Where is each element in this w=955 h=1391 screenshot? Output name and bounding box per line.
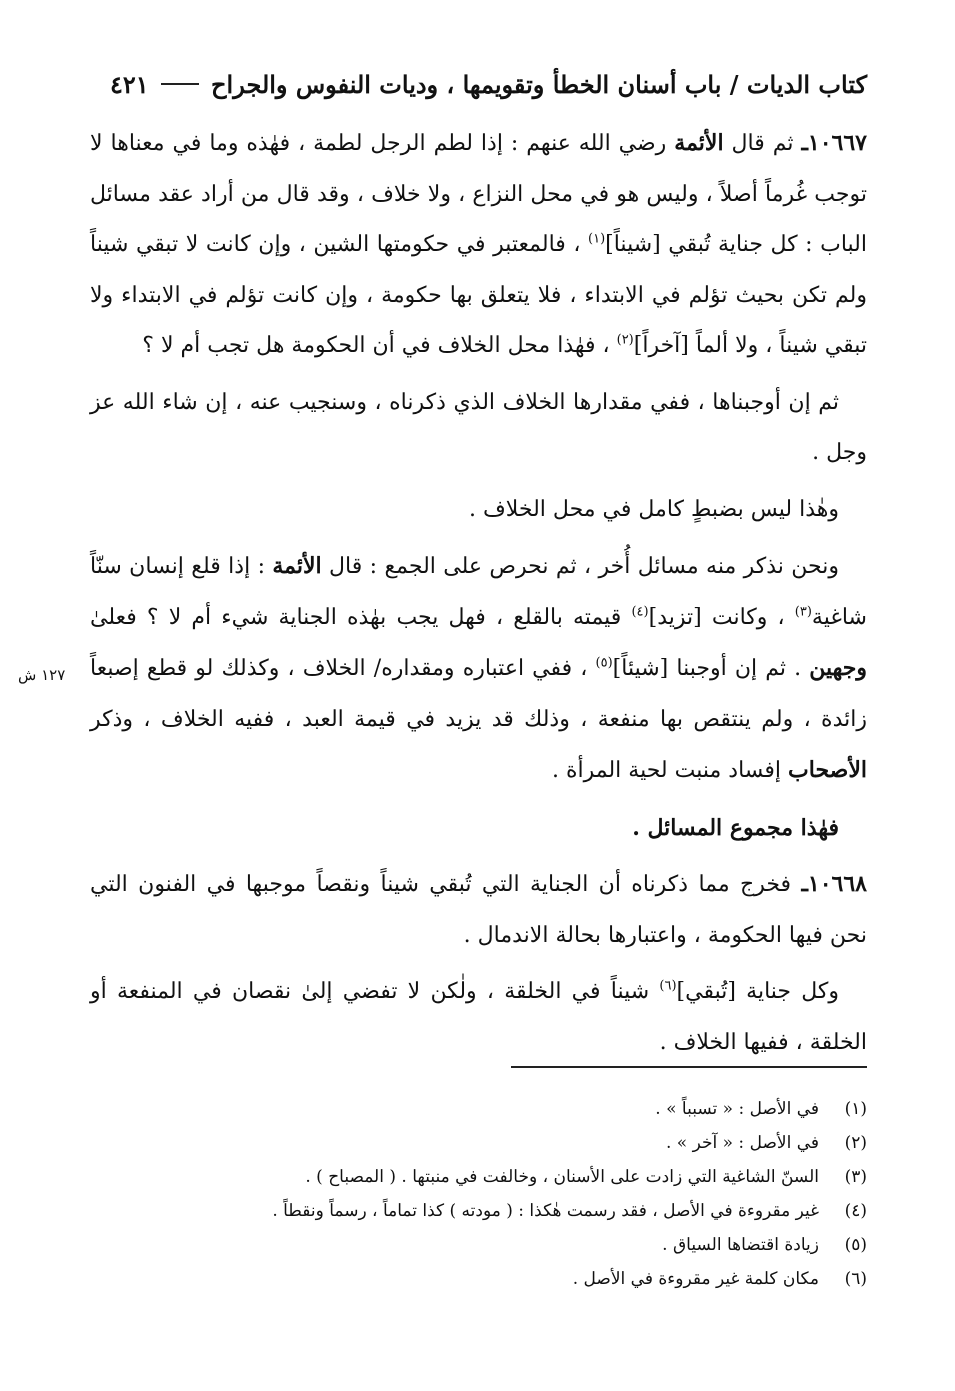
footnote-ref: (٣) <box>794 604 812 620</box>
paragraph-10668: ١٠٦٦٨ـ فخرج مما ذكرناه أن الجناية التي تُبقي شيناً ونقصاً موجبها في الفنون التي نحن فيها الحكومة ، واعتبارها بحالة الاندمال . <box>90 871 867 948</box>
page-number: ٤٢١ <box>110 69 149 99</box>
section-number: ١٠٦٦٧ـ <box>801 130 867 156</box>
footnote: (٤) غير مقروءة في الأصل ، فقد رسمت هٰكذا : ( مودته ) كذا تماماً ، رسماً ونقطاً . <box>272 1201 867 1221</box>
paragraph: ثم إن أوجبناها ، ففي مقدارها الخلاف الذي ذكرناه ، وسنجيب عنه ، إن شاء الله عز وجل . <box>90 389 867 465</box>
footnote: (٣) السنّ الشاغية التي زادت على الأسنان ، وخالفت في منبتها . ( المصباح ) . <box>305 1167 867 1187</box>
header-title: كتاب الديات / باب أسنان الخطأ وتقويمها ، وديات النفوس والجراح <box>211 69 867 99</box>
paragraph: وهٰذا ليس بضبطٍ كامل في محل الخلاف . <box>468 496 839 522</box>
paragraph-10667: ١٠٦٦٧ـ ثم قال الأئمة رضي الله عنهم : إذا لطم الرجل لطمة ، فهٰذه وما في معناها لا توجب غُرماً أصلاً ، وليس هو في محل النزاع ، ولا خلاف ، وقد قال من أراد عقد مسائل الباب : كل جناية تُبقي [شيناً]$^{(١)}$ ، فالمعتبر في حكومتها الشين ، وإن كانت لا تبقي شيناً ولم تكن بحيث تؤلم في الابتداء ، فلا يتعلق بها حكومة ، وإن كانت تؤلم في الابتداء ولا تبقي شيناً ، ولا ألماً [آخراً]$^{(٢)}$ ، فهٰذا محل الخلاف في أن الحكومة هل تجب أم لا ؟ <box>90 130 867 358</box>
footnote-ref: (٢) <box>616 332 634 348</box>
footnote-ref: (٦) <box>659 978 677 994</box>
footnote-ref: (١) <box>588 231 606 247</box>
paragraph-summary: فهٰذا مجموع المسائل . <box>632 814 839 841</box>
header-rule <box>161 83 199 85</box>
paragraph: ونحن نذكر منه مسائل أُخر ، ثم نحرص على الجمع : قال الأئمة : إذا قلع إنسان سنّاً شاغية$^{(٣)}$ ، وكانت [تزيد]$^{(٤)}$ قيمته بالقلع ، فهل يجب بهٰذه الجناية شيء أم لا ؟ فعلىٰ وجهين . ثم إن أوجبنا [شيئاً]$^{(٥)}$ ، ففي اعتباره ومقداره/ الخلاف ، وكذلك لو قطع إصبعاً زائدة ، ولم ينتقص بها منفعة ، وذلك قد يزيد في قيمة العبد ، ففيه الخلاف ، وذكر الأصحاب إفساد منبت لحية المرأة . <box>90 553 867 783</box>
paragraph: وكل جناية [تُبقي]$^{(٦)}$ شيناً في الخلقة ، ولٰكن لا تفضي إلىٰ نقصان في المنفعة أو الخلقة ، ففيها الخلاف . <box>90 978 867 1055</box>
margin-note: ١٢٧ ش <box>18 666 66 684</box>
running-header <box>110 64 867 104</box>
footnote-ref: (٥) <box>595 655 613 671</box>
footnotes <box>90 1092 867 1296</box>
footnote: (٦) مكان كلمة غير مقروءة في الأصل . <box>572 1269 867 1289</box>
footnote: (٥) زيادة اقتضاها السياق . <box>662 1235 867 1255</box>
section-number: ١٠٦٦٨ـ <box>801 871 867 897</box>
main-text <box>90 118 867 1074</box>
footnote: (٢) في الأصل : « آخر » . <box>666 1133 867 1153</box>
footnote-ref: (٤) <box>631 604 649 620</box>
footnote-separator <box>511 1066 867 1068</box>
footnote: (١) في الأصل : « تسبباً » . <box>655 1099 867 1119</box>
